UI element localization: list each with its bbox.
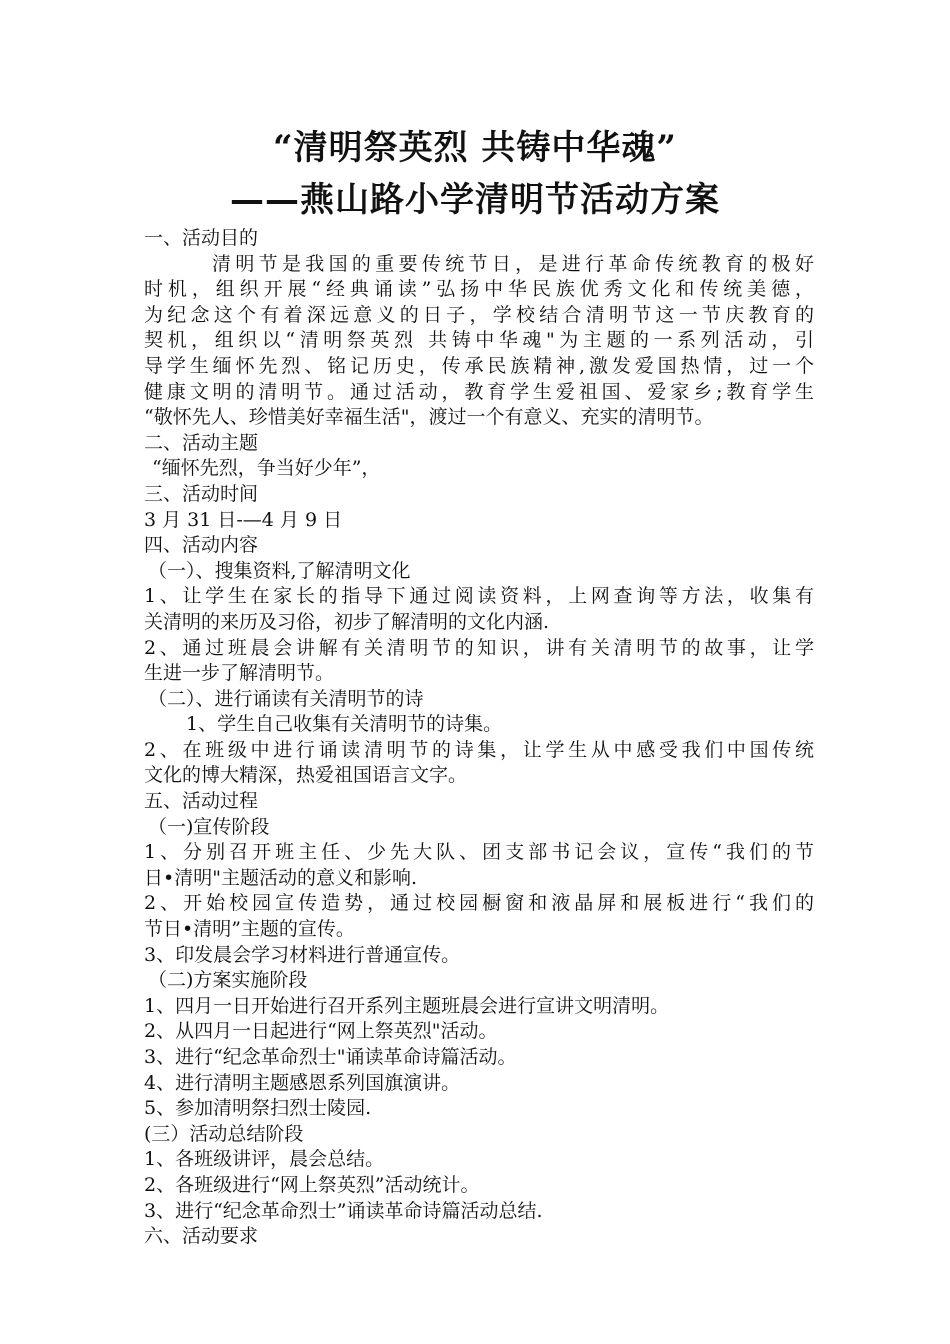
document-body [144, 226, 814, 1250]
paragraph-line: 3、进行“纪念革命烈士”诵读革命诗篇活动总结. [144, 1199, 543, 1222]
document-subtitle: ——燕山路小学清明节活动方案 [230, 180, 720, 220]
paragraph-line: 清明节是我国的重要传统节日，是进行革命传统教育的极好 [212, 252, 814, 275]
section-heading: 二、活动主题 [144, 431, 259, 454]
paragraph-line: 为纪念这个有着深远意义的日子，学校结合清明节这一节庆教育的 [144, 303, 814, 326]
paragraph-line: 1、让学生在家长的指导下通过阅读资料，上网查询等方法，收集有 [144, 585, 814, 608]
section-heading: 三、活动时间 [144, 482, 259, 505]
paragraph-line: 文化的博大精深，热爱祖国语言文字。 [144, 764, 468, 787]
paragraph-line: 关清明的来历及习俗，初步了解清明的文化内涵. [144, 610, 550, 633]
paragraph-line: 2、从四月一日起进行“网上祭英烈"活动。 [144, 1020, 498, 1043]
paragraph-line: 2、通过班晨会讲解有关清明节的知识，讲有关清明节的故事，让学 [144, 636, 814, 659]
paragraph-line: 3、进行“纪念革命烈士"诵读革命诗篇活动。 [144, 1046, 517, 1068]
paragraph-line: 5、参加清明祭扫烈士陵园. [144, 1097, 372, 1120]
paragraph-line: 节日•清明”主题的宣传。 [144, 918, 355, 941]
paragraph-line: 契机，组织以“清明祭英烈 共铸中华魂"为主题的一系列活动，引 [144, 329, 814, 352]
section-heading: 六、活动要求 [144, 1225, 259, 1248]
paragraph-line: 2、各班级进行“网上祭英烈”活动统计。 [144, 1173, 480, 1196]
paragraph-line: 1、四月一日开始进行召开系列主题班晨会进行宣讲文明清明。 [144, 994, 670, 1017]
paragraph-line: 1、学生自己收集有关清明节的诗集。 [186, 713, 503, 736]
subsection-heading: （一）、搜集资料,了解清明文化 [148, 559, 411, 582]
section-heading: 五、活动过程 [144, 790, 259, 813]
paragraph-line: “敬怀先人、珍惜美好幸福生活"，渡过一个有意义、充实的清明节。 [144, 406, 714, 429]
subsection-heading: （二)方案实施阶段 [148, 969, 308, 992]
subsection-heading: （一)宣传阶段 [148, 815, 270, 838]
subsection-heading: （二）、进行诵读有关清明节的诗 [148, 687, 424, 710]
paragraph-line: “缅怀先烈，争当好少年”， [152, 457, 381, 480]
subsection-heading: (三）活动总结阶段 [144, 1122, 304, 1145]
section-heading: 一、活动目的 [144, 227, 259, 249]
paragraph-line: 3 月 31 日-—4 月 9 日 [144, 508, 343, 531]
paragraph-line: 1、各班级讲评，晨会总结。 [144, 1148, 385, 1171]
paragraph-line: 2、开始校园宣传造势，通过校园橱窗和液晶屏和展板进行“我们的 [144, 892, 814, 915]
paragraph-line: 日•清明"主题活动的意义和影响. [144, 866, 417, 889]
paragraph-line: 1、分别召开班主任、少先大队、团支部书记会议，宣传“我们的节 [144, 841, 814, 864]
document-title: “清明祭英烈 共铸中华魂” [273, 128, 677, 168]
paragraph-line: 3、印发晨会学习材料进行普通宣传。 [144, 943, 461, 966]
paragraph-line: 生进一步了解清明节。 [144, 662, 335, 685]
paragraph-line: 4、进行清明主题感恩系列国旗演讲。 [144, 1071, 461, 1094]
paragraph-line: 健康文明的清明节。通过活动，教育学生爱祖国、爱家乡;教育学生 [144, 380, 814, 403]
paragraph-line: 2、在班级中进行诵读清明节的诗集，让学生从中感受我们中国传统 [144, 738, 814, 761]
paragraph-line: 时机，组织开展“经典诵读”弘扬中华民族优秀文化和传统美德， [144, 278, 814, 301]
section-heading: 四、活动内容 [144, 534, 259, 557]
paragraph-line: 导学生缅怀先烈、铭记历史，传承民族精神,激发爱国热情，过一个 [144, 354, 814, 377]
